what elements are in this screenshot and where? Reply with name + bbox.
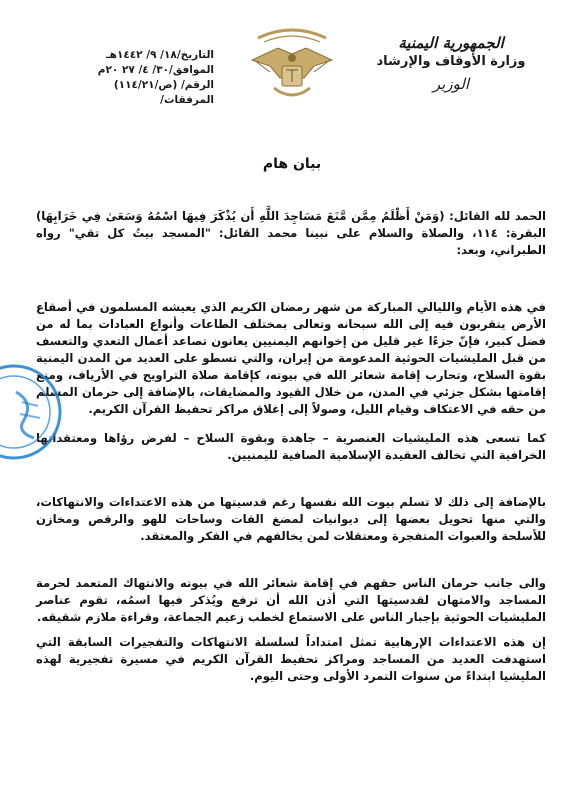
date-hijri: التاريخ/١٨/ ٩/ ١٤٤٢هـ <box>106 49 214 61</box>
intro-paragraph: الحمد لله القائل: (وَمَنْ أَظْلَمُ مِمَّن مَّنَعَ مَسَاجِدَ اللَّهِ أَن يُذْكَرَ فِيهَا اسْمُهُ وَسَعَىٰ فِي خَرَابِهَا) البقرة: ١١٤، والصلاة والسلام على نبينا محمد القائل: "المسجد بيتُ كل تقي" رواه الطبراني، وبعد: <box>36 209 546 257</box>
republic-name: الجمهورية اليمنية <box>398 34 504 52</box>
body-paragraph: بالإضافة إلى ذلك لا تسلم بيوت الله نفسها رغم قدسيتها من هذه الاعتداءات والانتهاكات، والتي منها تحويل بعضها إلى ديوانيات لمضغ القات وساحات للهو والرقص ومخازن للأسلحة والعبوات المتفجرة ومعتقلات لمن يخالفهم في الفكر والمعتقد. <box>36 495 546 543</box>
document-meta <box>34 48 214 108</box>
reference-number: الرقم/ (ص/١١٤/٢١) <box>113 79 214 91</box>
body-paragraph: في هذه الأيام والليالي المباركة من شهر رمضان الكريم الذي يعيشه المسلمون في أصقاع الأرض يتقربون فيه إلى الله سبحانه وتعالى بمختلف الطاعات وأنواع العبادات بما له من فضل كبير، فإنّ جزءًا غير قليل من إخوانهم اليمنيين يعانون تصاعد أعمال التعدي والتعسف من قبل المليشيات الحوثية المدعومة من إيران، والتي تسطو على العديد من المدن اليمنية بقوة السلاح، وتحارب إقامة شعائر الله في بيوته، كإقامة صلاة التراويح في الأرياف، ومنع إقامتها بشكل جزئي في المدن، من خلال القيود والمضايقات، بالإضافة إلى حرمان المسلم من حقه في الاعتكاف وقيام الليل، وصولاً إلى إغلاق مراكز تحفيظ القرآن الكريم. <box>36 300 546 416</box>
attachments-label: المرفقات/ <box>160 94 214 106</box>
document-title: بيان هام <box>262 156 322 172</box>
body-paragraph: كما تسعى هذه المليشيات العنصرية – جاهدة وبقوة السلاح – لفرض رؤاها ومعتقداتها الخرافية التي تخالف العقيدة الإسلامية الصافية لليمنيين. <box>36 431 546 462</box>
date-gregorian: الموافق/٣٠/ ٤/ ٢٧ ٢٠م <box>97 64 214 76</box>
yemen-emblem-icon <box>244 20 340 112</box>
issuer-header <box>356 34 546 93</box>
document-body <box>36 208 546 685</box>
body-paragraph: إن هذه الاعتداءات الإرهابية تمثل امتداداً لسلسلة الانتهاكات والتفجيرات السابقة التي استهدفت العديد من المساجد ومراكز تحفيظ القرآن الكريم في مسيرة تفجيرية لهذه المليشيا ابتداءً من سنوات التمرد الأولى وحتى اليوم. <box>36 635 546 683</box>
ministry-name: وزارة الأوقاف والإرشاد <box>376 54 526 69</box>
minister-title: الوزير <box>432 75 470 93</box>
body-paragraph: والى جانب حرمان الناس حقهم في إقامة شعائر الله في بيوته والانتهاك المتعمد لحرمة المساجد والامتهان لقدسيتها التي أذن الله أن ترفع ويُذكر فيها اسمُه، تقوم عناصر المليشيات الحوثية بإجبار الناس على الاستماع لخطب زعيم الجماعة، وقراءة ملازم شقيقه. <box>36 576 546 624</box>
ministry-stamp-icon <box>0 362 64 462</box>
